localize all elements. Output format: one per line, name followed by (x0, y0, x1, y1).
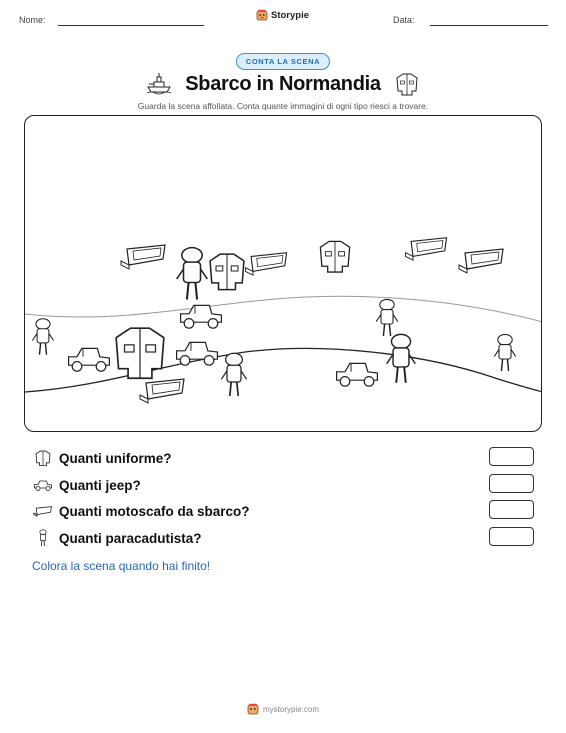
jeep-icon (333, 357, 381, 389)
footer-url: mystorypie.com (262, 704, 319, 714)
question-text: Quanti paracadutista? (59, 530, 202, 546)
instructions: Guarda la scena affollata. Conta quante immagini di ogni tipo riesci a trovare. (137, 101, 429, 111)
answer-box-paratrooper[interactable] (489, 527, 534, 546)
question-text: Quanti uniforme? (59, 450, 172, 466)
storypie-logo-icon (247, 703, 259, 715)
question-text: Quanti jeep? (59, 477, 141, 493)
landing-craft-icon (33, 502, 53, 520)
question-paratrooper (33, 529, 202, 547)
page-title: Sbarco in Normandia (185, 73, 381, 95)
paratrooper-icon (33, 529, 53, 547)
paratrooper-icon (175, 245, 209, 303)
uniform-icon (109, 321, 171, 383)
brand-logo (256, 9, 309, 21)
jeep-icon (33, 476, 53, 494)
landing-craft-icon (243, 249, 291, 277)
name-label: Nome: (19, 15, 46, 25)
coloring-note: Colora la scena quando hai finito! (32, 559, 211, 573)
jeep-icon (177, 299, 225, 331)
paratrooper-icon (220, 350, 248, 400)
question-jeep (33, 476, 141, 494)
question-landing-craft (33, 502, 250, 520)
footer (0, 703, 566, 715)
landing-craft-icon (403, 234, 451, 262)
uniform-icon (205, 248, 249, 294)
uniform-icon (394, 71, 420, 97)
landing-craft-icon (457, 245, 507, 275)
date-field[interactable] (430, 25, 548, 26)
jeep-icon (65, 342, 113, 374)
storypie-logo-icon (256, 9, 268, 21)
date-label: Data: (393, 15, 415, 25)
question-uniform (33, 449, 172, 467)
uniform-icon (316, 236, 354, 276)
paratrooper-icon (493, 331, 517, 375)
jeep-icon (173, 336, 221, 368)
landing-craft-icon (119, 241, 169, 271)
brand-name: Storypie (271, 9, 310, 21)
uniform-icon (33, 449, 53, 467)
answer-box-landing-craft[interactable] (489, 500, 534, 519)
answer-box-jeep[interactable] (489, 474, 534, 493)
activity-badge: CONTA LA SCENA (236, 53, 330, 70)
answer-box-uniform[interactable] (489, 447, 534, 466)
question-text: Quanti motoscafo da sbarco? (59, 503, 250, 519)
paratrooper-icon (385, 332, 417, 386)
name-field[interactable] (58, 25, 204, 26)
paratrooper-icon (31, 317, 55, 357)
counting-scene (24, 115, 542, 432)
